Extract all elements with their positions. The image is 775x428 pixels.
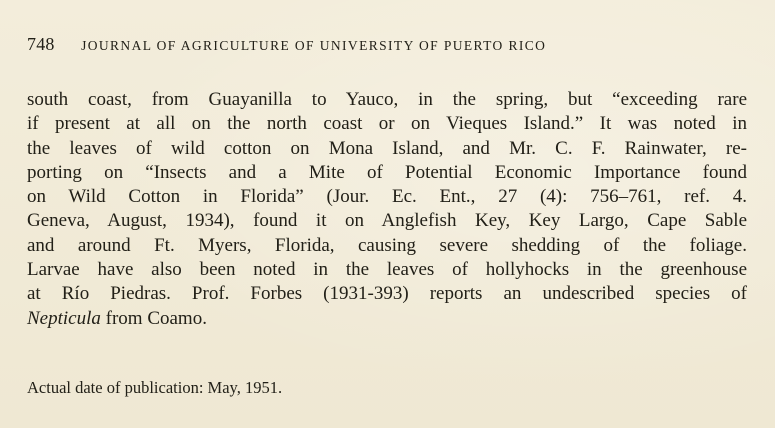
text-line: at Río Piedras. Prof. Forbes (1931-393) reports an undescribed species of — [27, 283, 747, 305]
publication-date-note: Actual date of publication: May, 1951. — [27, 378, 283, 397]
text-line-last — [27, 307, 747, 331]
text-line: if present at all on the north coast or on Vieques Island.” It was noted in — [27, 113, 747, 135]
text-line: Larvae have also been noted in the leaves of hollyhocks in the greenhouse — [27, 259, 747, 281]
page-header — [27, 34, 747, 55]
text-line: Geneva, August, 1934), found it on Anglefish Key, Key Largo, Cape Sable — [27, 210, 747, 232]
text-line: the leaves of wild cotton on Mona Island, and Mr. C. F. Rainwater, re- — [27, 137, 747, 159]
text-line: on Wild Cotton in Florida” (Jour. Ec. Ent., 27 (4): 756–761, ref. 4. — [27, 186, 747, 208]
page-number: 748 — [27, 34, 55, 54]
genus-name: Nepticula — [27, 307, 101, 329]
text-line: porting on “Insects and a Mite of Potential Economic Importance found — [27, 161, 747, 183]
body-paragraph — [27, 88, 747, 331]
running-head: JOURNAL OF AGRICULTURE OF UNIVERSITY OF PUERTO RICO — [81, 38, 547, 53]
text-line: south coast, from Guayanilla to Yauco, in the spring, but “exceeding rare — [27, 89, 747, 110]
text-line-tail: from Coamo. — [100, 307, 207, 329]
text-line: and around Ft. Myers, Florida, causing severe shedding of the foliage. — [27, 234, 747, 256]
